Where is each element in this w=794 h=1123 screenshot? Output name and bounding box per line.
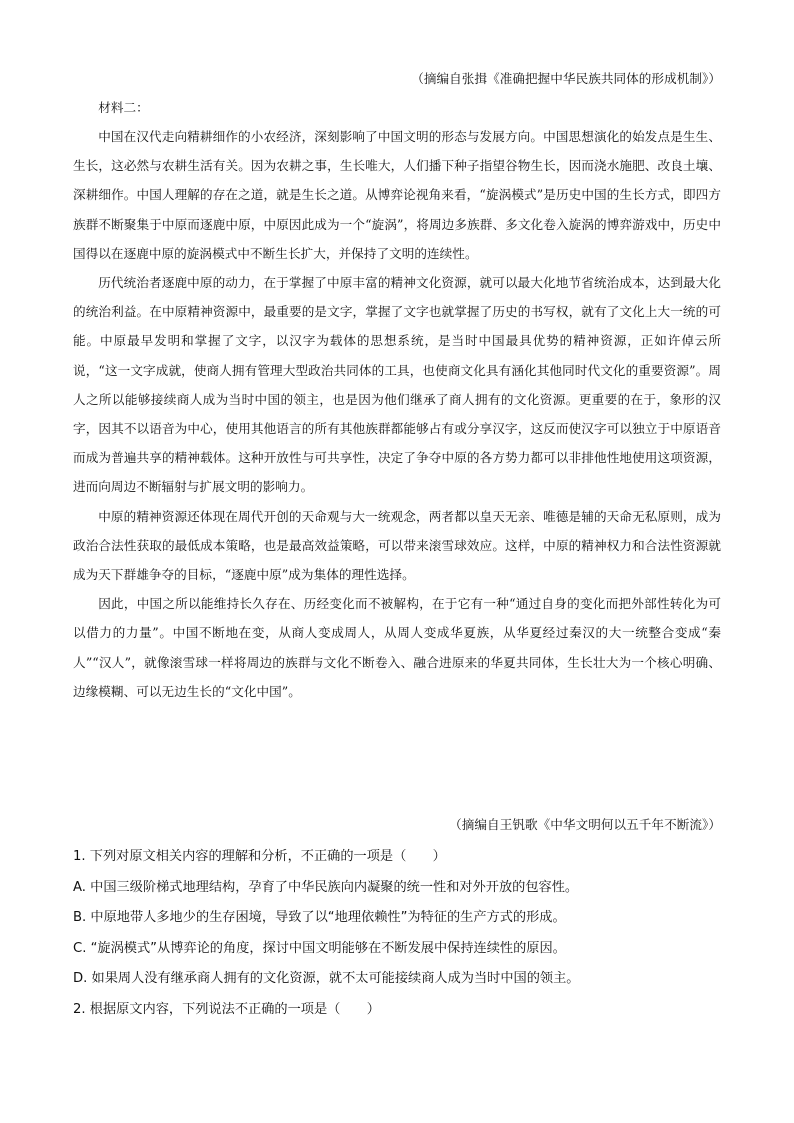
option-a: A. 中国三级阶梯式地理结构，孕育了中华民族向内凝聚的统一性和对外开放的包容性。 xyxy=(73,879,579,895)
questions-section xyxy=(73,842,721,1026)
option-c: C. “旋涡模式”从博弈论的角度，探讨中国文明能够在不断发展中保持连续性的原因。 xyxy=(73,940,566,956)
material-label: 材料二： xyxy=(98,100,149,115)
paragraph-3: 中原的精神资源还体现在周代开创的天命观与大一统观念，两者都以皇天无亲、唯德是辅的天命无私原则，成为政治合法性获取的最低成本策略，也是最高效益策略，可以带来滚雪球效应。这样，中原的精神权力和合法性资源就成为天下群雄争夺的目标，“逐鹿中原”成为集体的理性选择。 xyxy=(73,508,721,583)
source-citation-2: （摘编自王钒歌《中华文明何以五千年不断流》） xyxy=(449,817,721,832)
article-body xyxy=(73,122,721,706)
paragraph-4: 因此，中国之所以能维持长久存在、历经变化而不被解构，在于它有一种“通过自身的变化而把外部性转化为可以借力的力量”。中国不断地在变，从商人变成周人，从周人变成华夏族，从华夏经过秦汉的大一统整合变成“秦人”“汉人”，就像滚雪球一样将周边的族群与文化不断卷入、融合进原来的华夏共同体，生长壮大为一个核心明确、边缘模糊、可以无边生长的“文化中国”。 xyxy=(73,596,721,699)
option-d: D. 如果周人没有继承商人拥有的文化资源，就不太可能接续商人成为当时中国的领主。 xyxy=(73,971,580,987)
material-two-label xyxy=(73,93,721,122)
paragraph-1: 中国在汉代走向精耕细作的小农经济，深刻影响了中国文明的形态与发展方向。中国思想演化的始发点是生生、生长，这必然与农耕生活有关。因为农耕之事，生长唯大，人们播下种子指望谷物生长，因而浇水施肥、改良土壤、深耕细作。中国人理解的存在之道，就是生长之道。从博弈论视角来看，“旋涡模式”是历史中国的生长方式，即四方族群不断聚集于中原而逐鹿中原，中原因此成为一个“旋涡”，将周边多族群、多文化卷入旋涡的博弈游戏中，历史中国得以在逐鹿中原的旋涡模式中不断生长扩大，并保持了文明的连续性。 xyxy=(73,129,721,261)
option-b: B. 中原地带人多地少的生存困境，导致了以“地理依赖性”为特征的生产方式的形成。 xyxy=(73,910,566,926)
paragraph-2: 历代统治者逐鹿中原的动力，在于掌握了中原丰富的精神文化资源，就可以最大化地节省统治成本，达到最大化的统治利益。在中原精神资源中，最重要的是文字，掌握了文字也就掌握了历史的书写权，就有了文化上大一统的可能。中原最早发明和掌握了文字，以汉字为载体的思想系统，是当时中国最具优势的精神资源，正如许倬云所说，“这一文字成就，使商人拥有管理大型政治共同体的工具，也使商文化具有涵化其他同时代文化的重要资源”。周人之所以能够接续商人成为当时中国的领主，也是因为他们继承了商人拥有的文化资源。更重要的在于，象形的汉字，因其不以语音为中心，使用其他语言的所有其他族群都能够占有或分享汉字，这反而使汉字可以独立于中原语音而成为普遍共享的精神载体。这种开放性与可共享性，决定了争夺中原的各方势力都可以非排他性地使用这项资源，进而向周边不断辐射与扩展文明的影响力。 xyxy=(73,275,721,495)
source-citation-1: （摘编自张揖《准确把握中华民族共同体的形成机制》） xyxy=(411,71,721,86)
question-2-stem: 2. 根据原文内容，下列说法不正确的一项是（ ） xyxy=(73,1001,380,1017)
question-1-stem: 1. 下列对原文相关内容的理解和分析，不正确的一项是（ ） xyxy=(73,849,446,864)
